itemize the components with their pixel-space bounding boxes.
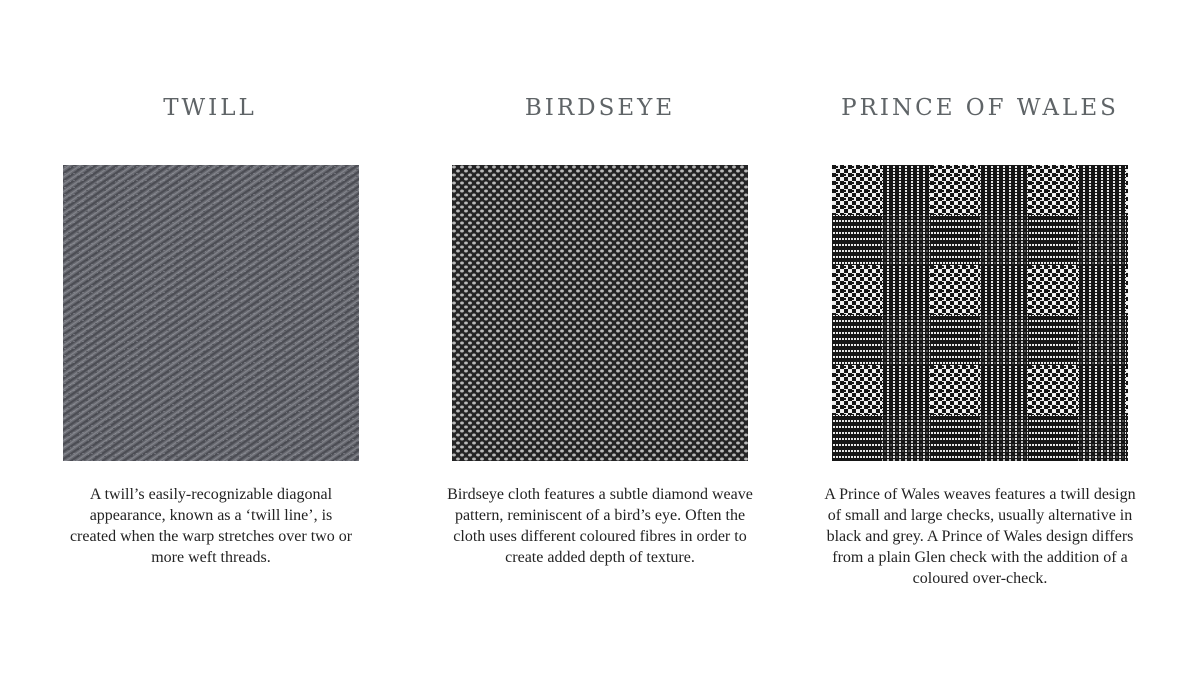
prince-of-wales-swatch-image (832, 165, 1128, 461)
birdseye-swatch-image (452, 165, 748, 461)
fabric-title: PRINCE OF WALES (841, 95, 1119, 121)
fabric-description: A Prince of Wales weaves features a twill design of small and large checks, usually alternative in black and grey. A Prince of Wales design differs from a plain Glen check with the addition of a coloured over-check. (824, 486, 1136, 587)
fabric-card-prince-of-wales (790, 0, 1170, 675)
fabric-description: Birdseye cloth features a subtle diamond weave pattern, reminiscent of a bird’s eye. Often the cloth uses different coloured fibres in order to create added depth of texture. (447, 486, 753, 566)
fabric-title: TWILL (163, 95, 257, 121)
fabric-title: BIRDSEYE (524, 95, 676, 121)
twill-fabric-swatch-icon (63, 165, 359, 461)
birdseye-fabric-swatch-icon (452, 165, 748, 461)
prince-of-wales-fabric-swatch-icon (832, 165, 1128, 461)
fabric-description: A twill’s easily-recognizable diagonal appearance, known as a ‘twill line’, is created when the warp stretches over two or more weft threads. (69, 486, 353, 566)
fabric-card-birdseye (410, 0, 790, 675)
fabric-card-twill (20, 0, 400, 675)
twill-swatch-image (63, 165, 359, 461)
